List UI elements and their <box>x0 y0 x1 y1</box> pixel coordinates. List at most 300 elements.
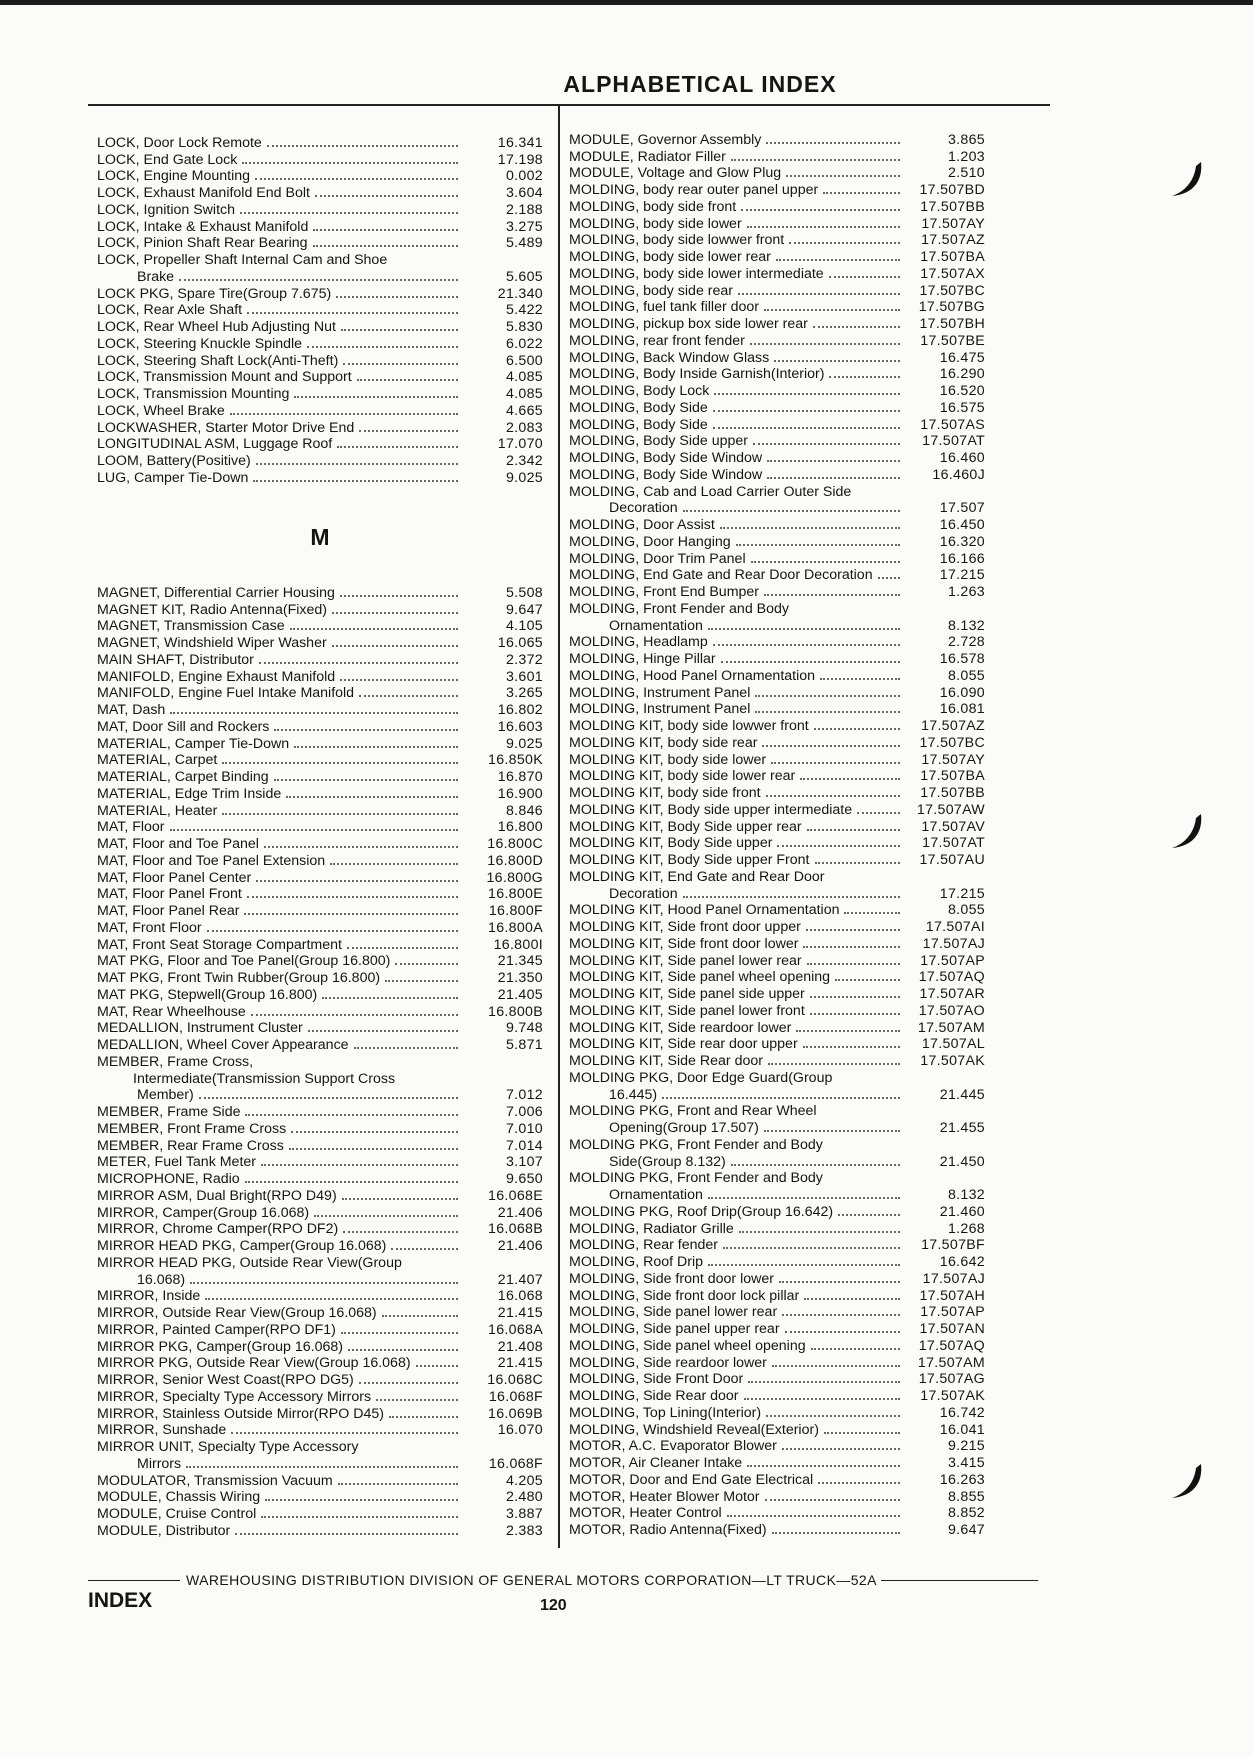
index-entry <box>569 1103 985 1120</box>
index-list-m-entries <box>97 584 543 1539</box>
index-entry <box>569 717 985 734</box>
entry-number: 16.800 <box>497 819 543 836</box>
entry-label: LOCK PKG, Spare Tire(Group 7.675) <box>97 285 332 302</box>
index-entry <box>97 184 543 201</box>
entry-number: 3.265 <box>505 685 543 702</box>
entry-label: MOLDING KIT, Body Side upper rear <box>569 818 802 835</box>
index-entry <box>97 235 543 252</box>
entry-label: MOLDING KIT, body side lower <box>569 751 767 768</box>
entry-label: LOCK, Transmission Mounting <box>97 386 290 402</box>
index-entry <box>569 1186 985 1203</box>
entry-label: MOLDING, fuel tank filler door <box>569 299 760 316</box>
index-entry <box>97 634 543 651</box>
entry-number: 17.507BB <box>920 198 985 215</box>
index-entry <box>97 1087 543 1104</box>
entry-label: MOLDING KIT, Side rear door upper <box>569 1036 798 1053</box>
dot-leader <box>190 1282 458 1284</box>
dot-leader <box>764 594 900 596</box>
entry-label: MOLDING KIT, Side panel lower front <box>569 1002 805 1019</box>
entry-number: 17.507BA <box>920 768 985 785</box>
entry-label: MOLDING, Body Side upper <box>569 433 748 450</box>
index-entry <box>97 469 543 486</box>
dot-leader <box>274 729 458 731</box>
index-entry <box>569 483 985 500</box>
entry-label: MOLDING KIT, Side panel lower rear <box>569 952 802 969</box>
dot-leader <box>294 746 458 748</box>
dot-leader <box>376 1399 458 1401</box>
index-entry <box>97 819 543 836</box>
dot-leader <box>245 1114 458 1116</box>
entry-number: 8.852 <box>947 1505 985 1522</box>
entry-number: 4.085 <box>505 386 543 402</box>
index-entry <box>569 851 985 868</box>
entry-label: MATERIAL, Camper Tie-Down <box>97 735 290 752</box>
index-entry <box>569 1488 985 1505</box>
index-entry <box>569 500 985 517</box>
entry-label: LOCK, Intake & Exhaust Manifold <box>97 218 309 235</box>
index-entry <box>97 601 543 618</box>
entry-number: 16.068F <box>488 1455 543 1472</box>
entry-number: 17.507AT <box>922 835 985 852</box>
dot-leader <box>347 947 458 949</box>
dot-leader <box>777 845 900 847</box>
dot-leader <box>731 159 900 161</box>
dot-leader <box>222 813 458 815</box>
entry-label: MIRROR, Sunshade <box>97 1422 227 1439</box>
index-entry <box>569 1505 985 1522</box>
entry-number: 17.198 <box>497 151 543 168</box>
index-entry <box>97 584 543 601</box>
entry-number: 17.507AU <box>919 852 985 868</box>
entry-label: MOLDING KIT, End Gate and Rear Door <box>569 868 825 885</box>
entry-label: MOLDING, Top Lining(Interior) <box>569 1404 762 1421</box>
entry-number: 17.507BC <box>919 282 985 299</box>
entry-label: Member) <box>137 1087 194 1104</box>
entry-number: 16.065 <box>497 635 543 651</box>
entry-number: 9.650 <box>505 1171 543 1187</box>
index-entry <box>97 718 543 735</box>
binder-hole-mark-1 <box>1168 160 1204 200</box>
entry-label: LOOM, Battery(Positive) <box>97 453 251 469</box>
entry-number: 0.002 <box>505 168 543 185</box>
entry-label: MOLDING, body side rear <box>569 282 734 299</box>
index-entry <box>569 1471 985 1488</box>
entry-label: MIRROR PKG, Outside Rear View(Group 16.068) <box>97 1355 411 1372</box>
dot-leader <box>242 162 458 164</box>
entry-number: 16.800F <box>488 903 543 919</box>
entry-label: MIRROR, Stainless Outside Mirror(RPO D45) <box>97 1405 384 1422</box>
dot-leader <box>747 1465 900 1467</box>
index-entry <box>97 1472 543 1489</box>
entry-number: 17.507 <box>939 500 985 517</box>
entry-number: 16.450 <box>939 517 985 533</box>
index-entry <box>569 449 985 466</box>
entry-label: MOLDING, Instrument Panel <box>569 701 751 718</box>
entry-label: MODULE, Distributor <box>97 1522 231 1539</box>
index-entry <box>97 1489 543 1506</box>
index-entry <box>97 134 543 151</box>
entry-number: 5.871 <box>505 1037 543 1053</box>
entry-label: MOLDING, body side lower rear <box>569 249 771 265</box>
entry-label: MIRROR HEAD PKG, Camper(Group 16.068) <box>97 1238 387 1254</box>
index-entry <box>569 567 985 584</box>
dot-leader <box>767 460 900 462</box>
entry-number: 16.090 <box>939 684 985 701</box>
left-column <box>97 134 543 486</box>
dot-leader <box>244 913 458 915</box>
index-entry <box>97 1522 543 1539</box>
dot-leader <box>748 1381 900 1383</box>
dot-leader <box>835 979 900 981</box>
dot-leader <box>235 1533 458 1535</box>
entry-label: LOCK, Pinion Shaft Rear Bearing <box>97 235 308 252</box>
entry-number: 17.507AM <box>917 1354 985 1371</box>
entry-label: Intermediate(Transmission Support Cross <box>133 1070 396 1087</box>
dot-leader <box>838 1214 900 1216</box>
dot-leader <box>207 930 458 932</box>
entry-number: 8.055 <box>947 667 985 684</box>
index-entry <box>97 369 543 386</box>
dot-leader <box>340 595 458 597</box>
entry-number: 8.846 <box>505 802 543 819</box>
dot-leader <box>382 1315 458 1317</box>
dot-leader <box>289 1148 458 1150</box>
dot-leader <box>313 229 458 231</box>
entry-number: 16.800C <box>487 836 543 852</box>
entry-number: 6.022 <box>505 335 543 352</box>
index-entry <box>569 952 985 969</box>
entry-label: MOLDING KIT, Side reardoor lower <box>569 1019 792 1036</box>
entry-label: MOLDING, Door Hanging <box>569 533 731 550</box>
entry-label: MAGNET, Windshield Wiper Washer <box>97 635 327 651</box>
dot-leader <box>348 1349 458 1351</box>
dot-leader <box>844 912 900 914</box>
entry-label: MOLDING, Side Front Door <box>569 1371 744 1388</box>
index-entry <box>569 784 985 801</box>
dot-leader <box>290 628 458 630</box>
index-entry <box>97 436 543 453</box>
dot-leader <box>170 829 458 831</box>
dot-leader <box>814 728 900 730</box>
index-entry <box>569 466 985 483</box>
entry-label: MAT, Door Sill and Rockers <box>97 718 270 735</box>
entry-number: 1.203 <box>947 148 985 165</box>
entry-number: 17.507AZ <box>921 718 985 734</box>
index-entry <box>97 785 543 802</box>
index-entry <box>569 533 985 550</box>
entry-number: 21.455 <box>939 1120 985 1136</box>
index-entry <box>97 1120 543 1137</box>
entry-label: MOLDING, Side reardoor lower <box>569 1354 767 1371</box>
entry-label: MIRROR, Outside Rear View(Group 16.068) <box>97 1305 377 1321</box>
entry-number: 17.507AY <box>921 751 985 768</box>
entry-number: 3.415 <box>947 1455 985 1471</box>
dot-leader <box>764 309 900 311</box>
index-entry <box>569 835 985 852</box>
entry-label: MOLDING, Body Lock <box>569 383 710 399</box>
index-entry <box>569 818 985 835</box>
index-entry <box>569 985 985 1002</box>
index-entry <box>97 618 543 635</box>
index-entry <box>569 935 985 952</box>
index-entry <box>569 634 985 651</box>
dot-leader <box>751 561 900 563</box>
entry-label: 16.445) <box>609 1086 658 1103</box>
index-entry <box>97 402 543 419</box>
entry-number: 21.445 <box>939 1086 985 1103</box>
entry-label: MOLDING, Body Side Window <box>569 466 763 483</box>
dot-leader <box>205 1298 458 1300</box>
dot-leader <box>829 276 900 278</box>
dot-leader <box>878 577 900 579</box>
entry-label: Opening(Group 17.507) <box>609 1120 759 1136</box>
entry-number: 21.406 <box>497 1238 543 1254</box>
entry-label: MOLDING KIT, Body Side upper <box>569 835 773 852</box>
entry-number: 2.728 <box>947 634 985 651</box>
index-entry <box>97 1154 543 1171</box>
index-entry <box>97 668 543 685</box>
entry-label: MODULE, Cruise Control <box>97 1506 257 1522</box>
index-entry <box>97 735 543 752</box>
dot-leader <box>776 259 900 261</box>
entry-number: 16.800B <box>488 1003 543 1020</box>
index-entry <box>97 752 543 769</box>
entry-label: MOLDING KIT, Side front door upper <box>569 919 801 935</box>
entry-number: 17.507AK <box>920 1053 985 1069</box>
dot-leader <box>813 326 900 328</box>
entry-label: MAT, Front Seat Storage Compartment <box>97 936 342 953</box>
index-entry <box>97 218 543 235</box>
entry-number: 16.068B <box>488 1221 543 1238</box>
index-entry <box>569 366 985 383</box>
entry-label: LOCK, Rear Axle Shaft <box>97 302 243 319</box>
entry-number: 7.010 <box>505 1120 543 1137</box>
entry-number: 17.507BF <box>921 1237 985 1254</box>
index-entry <box>569 1454 985 1471</box>
dot-leader <box>170 712 458 714</box>
index-entry <box>97 1438 543 1455</box>
index-entry <box>569 868 985 885</box>
entry-number: 17.507AZ <box>921 232 985 249</box>
index-entry <box>97 1405 543 1422</box>
index-entry <box>569 885 985 902</box>
index-entry <box>569 181 985 198</box>
entry-label: Ornamentation <box>609 617 703 634</box>
index-entry <box>569 583 985 600</box>
index-entry <box>569 1086 985 1103</box>
entry-label: LOCK, Ignition Switch <box>97 201 235 218</box>
entry-label: MIRROR, Senior West Coast(RPO DG5) <box>97 1372 354 1388</box>
entry-number: 4.105 <box>505 618 543 635</box>
dot-leader <box>803 1046 900 1048</box>
dot-leader <box>337 446 458 448</box>
entry-number: 4.205 <box>505 1472 543 1489</box>
index-entry <box>97 768 543 785</box>
entry-label: MODULE, Radiator Filler <box>569 148 726 165</box>
dot-leader <box>727 1515 900 1517</box>
dot-leader <box>245 1181 458 1183</box>
entry-label: MOTOR, A.C. Evaporator Blower <box>569 1438 777 1455</box>
entry-label: MATERIAL, Carpet Binding <box>97 769 269 785</box>
index-entry <box>569 1404 985 1421</box>
dot-leader <box>251 1014 458 1016</box>
entry-label: MOLDING, body rear outer panel upper <box>569 182 819 198</box>
index-entry <box>569 650 985 667</box>
entry-label: MAT PKG, Stepwell(Group 16.800) <box>97 986 318 1003</box>
entry-label: Decoration <box>609 500 678 517</box>
entry-label: MOLDING, Headlamp <box>569 634 708 651</box>
entry-number: 17.507BC <box>919 734 985 751</box>
entry-number: 17.507AQ <box>918 1337 985 1354</box>
entry-number: 21.408 <box>497 1338 543 1355</box>
entry-number: 16.800A <box>488 919 543 936</box>
dot-leader <box>662 1097 900 1099</box>
entry-label: MOLDING KIT, Side Rear door <box>569 1053 763 1069</box>
index-entry <box>569 131 985 148</box>
entry-label: MOLDING, Body Side <box>569 416 708 433</box>
entry-number: 5.830 <box>505 319 543 335</box>
entry-number: 17.507AL <box>921 1036 985 1053</box>
index-entry <box>569 1203 985 1220</box>
entry-number: 16.900 <box>497 785 543 802</box>
entry-number: 21.345 <box>497 953 543 970</box>
entry-number: 16.263 <box>939 1471 985 1488</box>
entry-number: 16.870 <box>497 769 543 785</box>
entry-number: 16.460J <box>932 466 985 483</box>
dot-leader <box>723 1247 900 1249</box>
entry-label: Brake <box>137 268 175 285</box>
index-entry <box>97 936 543 953</box>
entry-label: MOLDING, Hinge Pillar <box>569 651 716 667</box>
dot-leader <box>765 1499 900 1501</box>
entry-label: MODULATOR, Transmission Vacuum <box>97 1472 333 1489</box>
index-entry <box>569 1521 985 1538</box>
dot-leader <box>807 963 900 965</box>
entry-label: LOCKWASHER, Starter Motor Drive End <box>97 419 355 436</box>
dot-leader <box>253 480 458 482</box>
footer-rule-left <box>88 1580 180 1581</box>
dot-leader <box>713 427 900 429</box>
dot-leader <box>338 1483 458 1485</box>
index-entry <box>97 318 543 335</box>
entry-number: 9.748 <box>505 1020 543 1037</box>
index-entry <box>97 986 543 1003</box>
entry-number: 17.507AJ <box>922 1270 985 1287</box>
entry-number: 21.350 <box>497 970 543 986</box>
index-entry <box>569 1421 985 1438</box>
index-entry <box>569 1153 985 1170</box>
index-entry <box>569 1354 985 1371</box>
dot-leader <box>357 379 458 381</box>
entry-number: 8.855 <box>947 1488 985 1505</box>
index-entry <box>569 198 985 215</box>
dot-leader <box>231 1432 458 1434</box>
entry-label: MANIFOLD, Engine Exhaust Manifold <box>97 668 336 685</box>
dot-leader <box>259 662 458 664</box>
dot-leader <box>713 410 900 412</box>
index-entry <box>569 232 985 249</box>
column-divider <box>558 104 560 1548</box>
index-entry <box>97 1355 543 1372</box>
entry-label: 16.068) <box>137 1271 186 1288</box>
index-entry <box>97 1020 543 1037</box>
entry-label: MAIN SHAFT, Distributor <box>97 651 254 668</box>
index-entry <box>569 1320 985 1337</box>
index-entry <box>569 165 985 182</box>
dot-leader <box>267 145 458 147</box>
entry-number: 16.642 <box>939 1254 985 1270</box>
entry-label: MAT, Rear Wheelhouse <box>97 1003 246 1020</box>
entry-number: 17.507BG <box>918 299 985 316</box>
index-entry <box>569 1387 985 1404</box>
index-entry <box>569 969 985 986</box>
entry-label: Side(Group 8.132) <box>609 1153 726 1170</box>
entry-label: MAT, Floor and Toe Panel <box>97 836 259 852</box>
dot-leader <box>772 1365 900 1367</box>
entry-number: 16.068 <box>497 1288 543 1305</box>
entry-label: MOLDING, Windshield Reveal(Exterior) <box>569 1421 819 1438</box>
entry-number: 16.460 <box>939 450 985 466</box>
dot-leader <box>755 711 900 713</box>
entry-number: 9.215 <box>947 1438 985 1455</box>
dot-leader <box>708 628 900 630</box>
index-entry <box>97 651 543 668</box>
dot-leader <box>255 178 458 180</box>
dot-leader <box>359 695 458 697</box>
dot-leader <box>359 430 458 432</box>
entry-number: 16.041 <box>939 1421 985 1438</box>
dot-leader <box>739 1231 900 1233</box>
index-entry <box>569 1287 985 1304</box>
entry-label: MOLDING, Front Fender and Body <box>569 600 789 617</box>
dot-leader <box>829 376 900 378</box>
dot-leader <box>747 226 900 228</box>
index-entry <box>97 1103 543 1120</box>
index-entry <box>569 684 985 701</box>
entry-label: LONGITUDINAL ASM, Luggage Roof <box>97 436 333 453</box>
entry-number: 21.406 <box>497 1204 543 1221</box>
dot-leader <box>340 679 458 681</box>
dot-leader <box>307 346 458 348</box>
footer-line <box>88 1572 1038 1588</box>
entry-label: LOCK, Steering Knuckle Spindle <box>97 335 303 352</box>
footer-text: WAREHOUSING DISTRIBUTION DIVISION OF GENERAL MOTORS CORPORATION—LT TRUCK—52A <box>186 1572 877 1588</box>
entry-label: MODULE, Chassis Wiring <box>97 1489 261 1506</box>
entry-number: 17.507BB <box>920 785 985 801</box>
entry-label: MEDALLION, Instrument Cluster <box>97 1020 303 1037</box>
dot-leader <box>261 1164 458 1166</box>
entry-label: MIRROR HEAD PKG, Outside Rear View(Group <box>97 1254 402 1271</box>
entry-label: MIRROR, Painted Camper(RPO DF1) <box>97 1321 336 1338</box>
index-entry <box>97 1388 543 1405</box>
entry-number: 2.342 <box>505 453 543 469</box>
entry-label: MOLDING KIT, Body Side upper Front <box>569 852 810 868</box>
entry-number: 17.215 <box>939 885 985 902</box>
dot-leader <box>199 1097 458 1099</box>
dot-leader <box>315 195 458 197</box>
index-entry <box>569 1019 985 1036</box>
index-entry <box>569 265 985 282</box>
index-entry <box>97 151 543 168</box>
entry-number: 17.507BH <box>919 316 985 332</box>
index-entry <box>569 1220 985 1237</box>
index-entry <box>97 285 543 302</box>
dot-leader <box>308 1030 458 1032</box>
entry-number: 17.507AW <box>916 801 985 818</box>
dot-leader <box>341 1332 458 1334</box>
dot-leader <box>314 1215 458 1217</box>
entry-label: MOLDING KIT, Body side upper intermediate <box>569 801 853 818</box>
